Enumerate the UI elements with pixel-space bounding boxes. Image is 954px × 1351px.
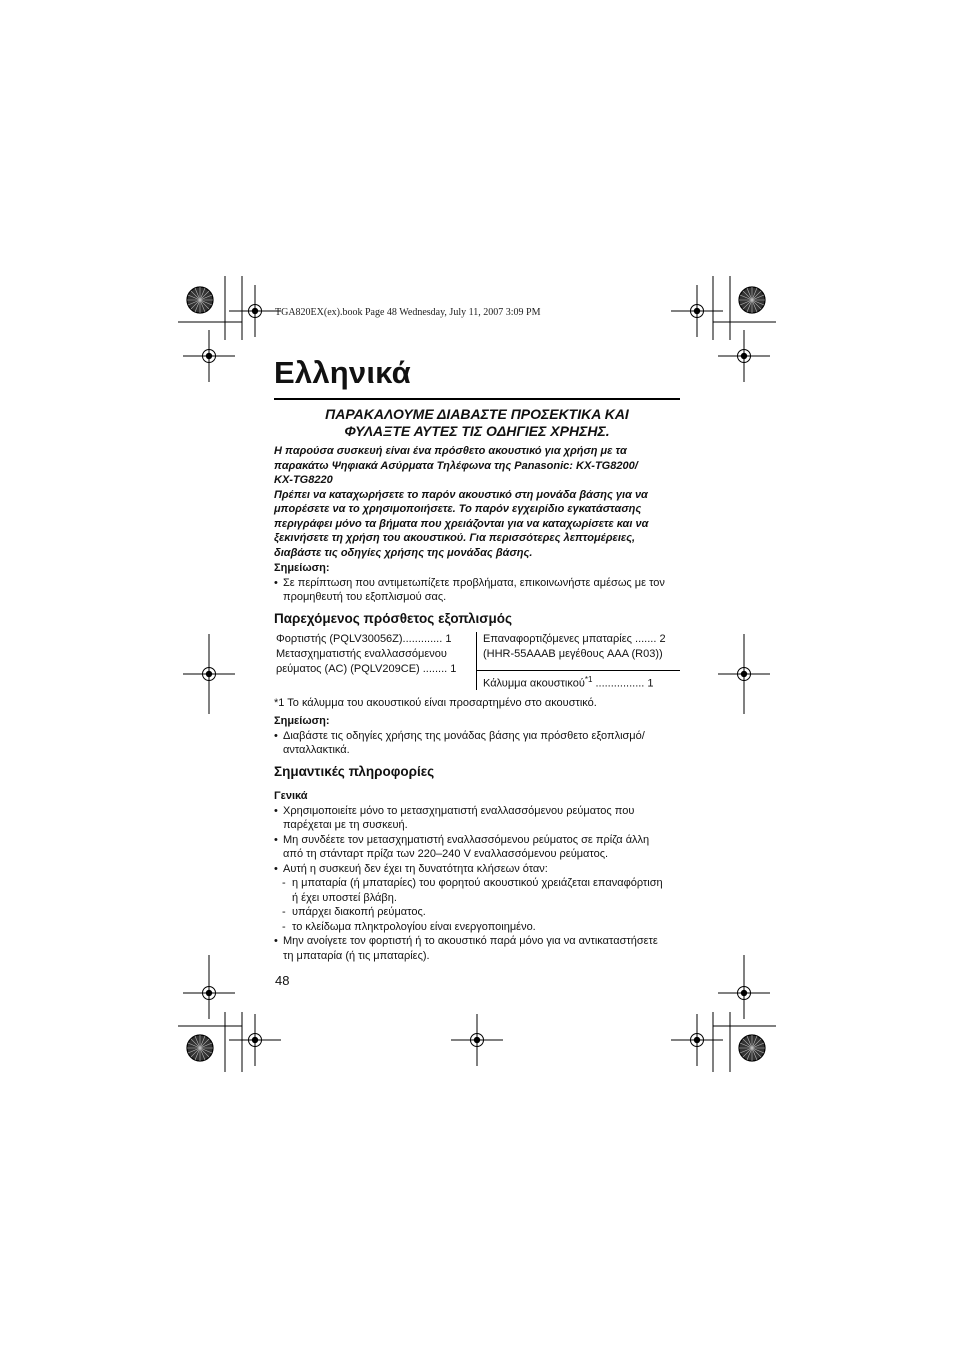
note-bullet: • Σε περίπτωση που αντιμετωπίζετε προβλήματα, επικοινωνήστε αμέσως με τον προμηθευτή του εξοπλισμού σας. — [274, 576, 680, 605]
warning-title-line: ΦΥΛΑΞΤΕ ΑΥΤΕΣ ΤΙΣ ΟΔΗΓΙΕΣ ΧΡΗΣΗΣ. — [344, 423, 610, 439]
footnote: *1 Το κάλυμμα του ακουστικού είναι προσαρτημένο στο ακουστικό. — [274, 697, 597, 709]
equipment-item: Μετασχηματιστής εναλλασσόμενου — [276, 648, 447, 660]
info-bullet: • Μην ανοίγετε τον φορτιστή ή το ακουστικό παρά μόνο για να αντικαταστήσετε τη μπαταρία (ή τις μπαταρίες). — [274, 934, 680, 963]
info-sub-item: - υπάρχει διακοπή ρεύματος. — [274, 905, 680, 920]
note-bullet: • Διαβάστε τις οδηγίες χρήσης της μονάδας βάσης για πρόσθετο εξοπλισμό/ ανταλλακτικά. — [274, 729, 680, 758]
intro-line: περιγράφει μόνο τα βήματα που χρειάζονται για να καταχωρίσετε και να — [274, 517, 649, 530]
intro-line: διαβάστε τις οδηγίες χρήσης της μονάδας βάσης. — [274, 546, 533, 559]
equipment-left-column — [276, 632, 471, 677]
info-bullet: • Αυτή η συσκευή δεν έχει τη δυνατότητα κλήσεων όταν: — [274, 862, 680, 877]
equipment-heading: Παρεχόμενος πρόσθετος εξοπλισμός — [274, 611, 513, 626]
starburst-icon — [187, 1035, 213, 1061]
starburst-icon — [739, 287, 765, 313]
print-header-line: TGA820EX(ex).book Page 48 Wednesday, July 11, 2007 3:09 PM — [275, 307, 541, 318]
page-number: 48 — [275, 973, 290, 988]
equipment-item: (HHR-55AAAB μεγέθους AAA (R03)) — [483, 648, 663, 660]
equipment-right-column — [483, 632, 681, 662]
note-label: Σημείωση: — [274, 715, 330, 727]
note-label: Σημείωση: — [274, 562, 330, 574]
intro-line: μπορέσετε να το χρησιμοποιήσετε. Το παρόν εγχειρίδιο εγκατάστασης — [274, 503, 642, 515]
info-bullet: • Μη συνδέετε τον μετασχηματιστή εναλλασσόμενου ρεύματος σε πρίζα άλλη από τη στάνταρτ πρίζα των 220–240 V εναλλασσόμενου ρεύματος. — [274, 833, 680, 862]
equipment-item: Επαναφορτιζόμενες μπαταρίες ....... 2 — [483, 633, 666, 645]
info-bullet: • Χρησιμοποιείτε μόνο το μετασχηματιστή εναλλασσόμενου ρεύματος που παρέχεται με τη συσκευή. — [274, 804, 680, 833]
intro-paragraph — [274, 444, 680, 560]
table-row-divider — [476, 670, 680, 671]
warning-title — [274, 406, 680, 440]
equipment-item: Κάλυμμα ακουστικού$^{*1}$ ................ 1 — [483, 675, 654, 690]
intro-line: ξεκινήσετε τη χρήση του ακουστικού. Για περισσότερες λεπτομέρειες, — [274, 532, 636, 544]
intro-line: Πρέπει να καταχωρήσετε το παρόν ακουστικό στη μονάδα βάσης για να — [274, 488, 648, 501]
equipment-table — [276, 632, 680, 690]
equipment-item: ρεύματος (AC) (PQLV209CE) ........ 1 — [276, 663, 457, 675]
subheading: Γενικά — [274, 790, 308, 802]
important-info-list — [274, 789, 680, 963]
warning-title-line: ΠΑΡΑΚΑΛΟΥΜΕ ΔΙΑΒΑΣΤΕ ΠΡΟΣΕΚΤΙΚΑ ΚΑΙ — [325, 406, 629, 422]
starburst-icon — [739, 1035, 765, 1061]
info-sub-item: - το κλείδωμα πληκτρολογίου είναι ενεργοποιημένο. — [274, 920, 680, 935]
intro-line: KX-TG8220 — [274, 474, 333, 486]
starburst-icon — [187, 287, 213, 313]
intro-line: Η παρούσα συσκευή είναι ένα πρόσθετο ακουστικό για χρήση με τα — [274, 445, 627, 457]
intro-line: παρακάτω Ψηφιακά Ασύρματα Τηλέφωνα της Panasonic: KX-TG8200/ — [274, 459, 638, 472]
title-rule — [274, 398, 680, 400]
note-block — [274, 714, 680, 758]
important-heading: Σημαντικές πληροφορίες — [274, 764, 435, 779]
info-sub-item: - η μπαταρία (ή μπαταρίες) του φορητού ακουστικού χρειάζεται επαναφόρτιση ή έχει υποστεί βλάβη. — [274, 876, 680, 905]
table-divider — [476, 632, 477, 690]
note-block — [274, 561, 680, 605]
equipment-item: Φορτιστής (PQLV30056Z)............. 1 — [276, 633, 452, 645]
page-title: Ελληνικά — [274, 355, 411, 390]
